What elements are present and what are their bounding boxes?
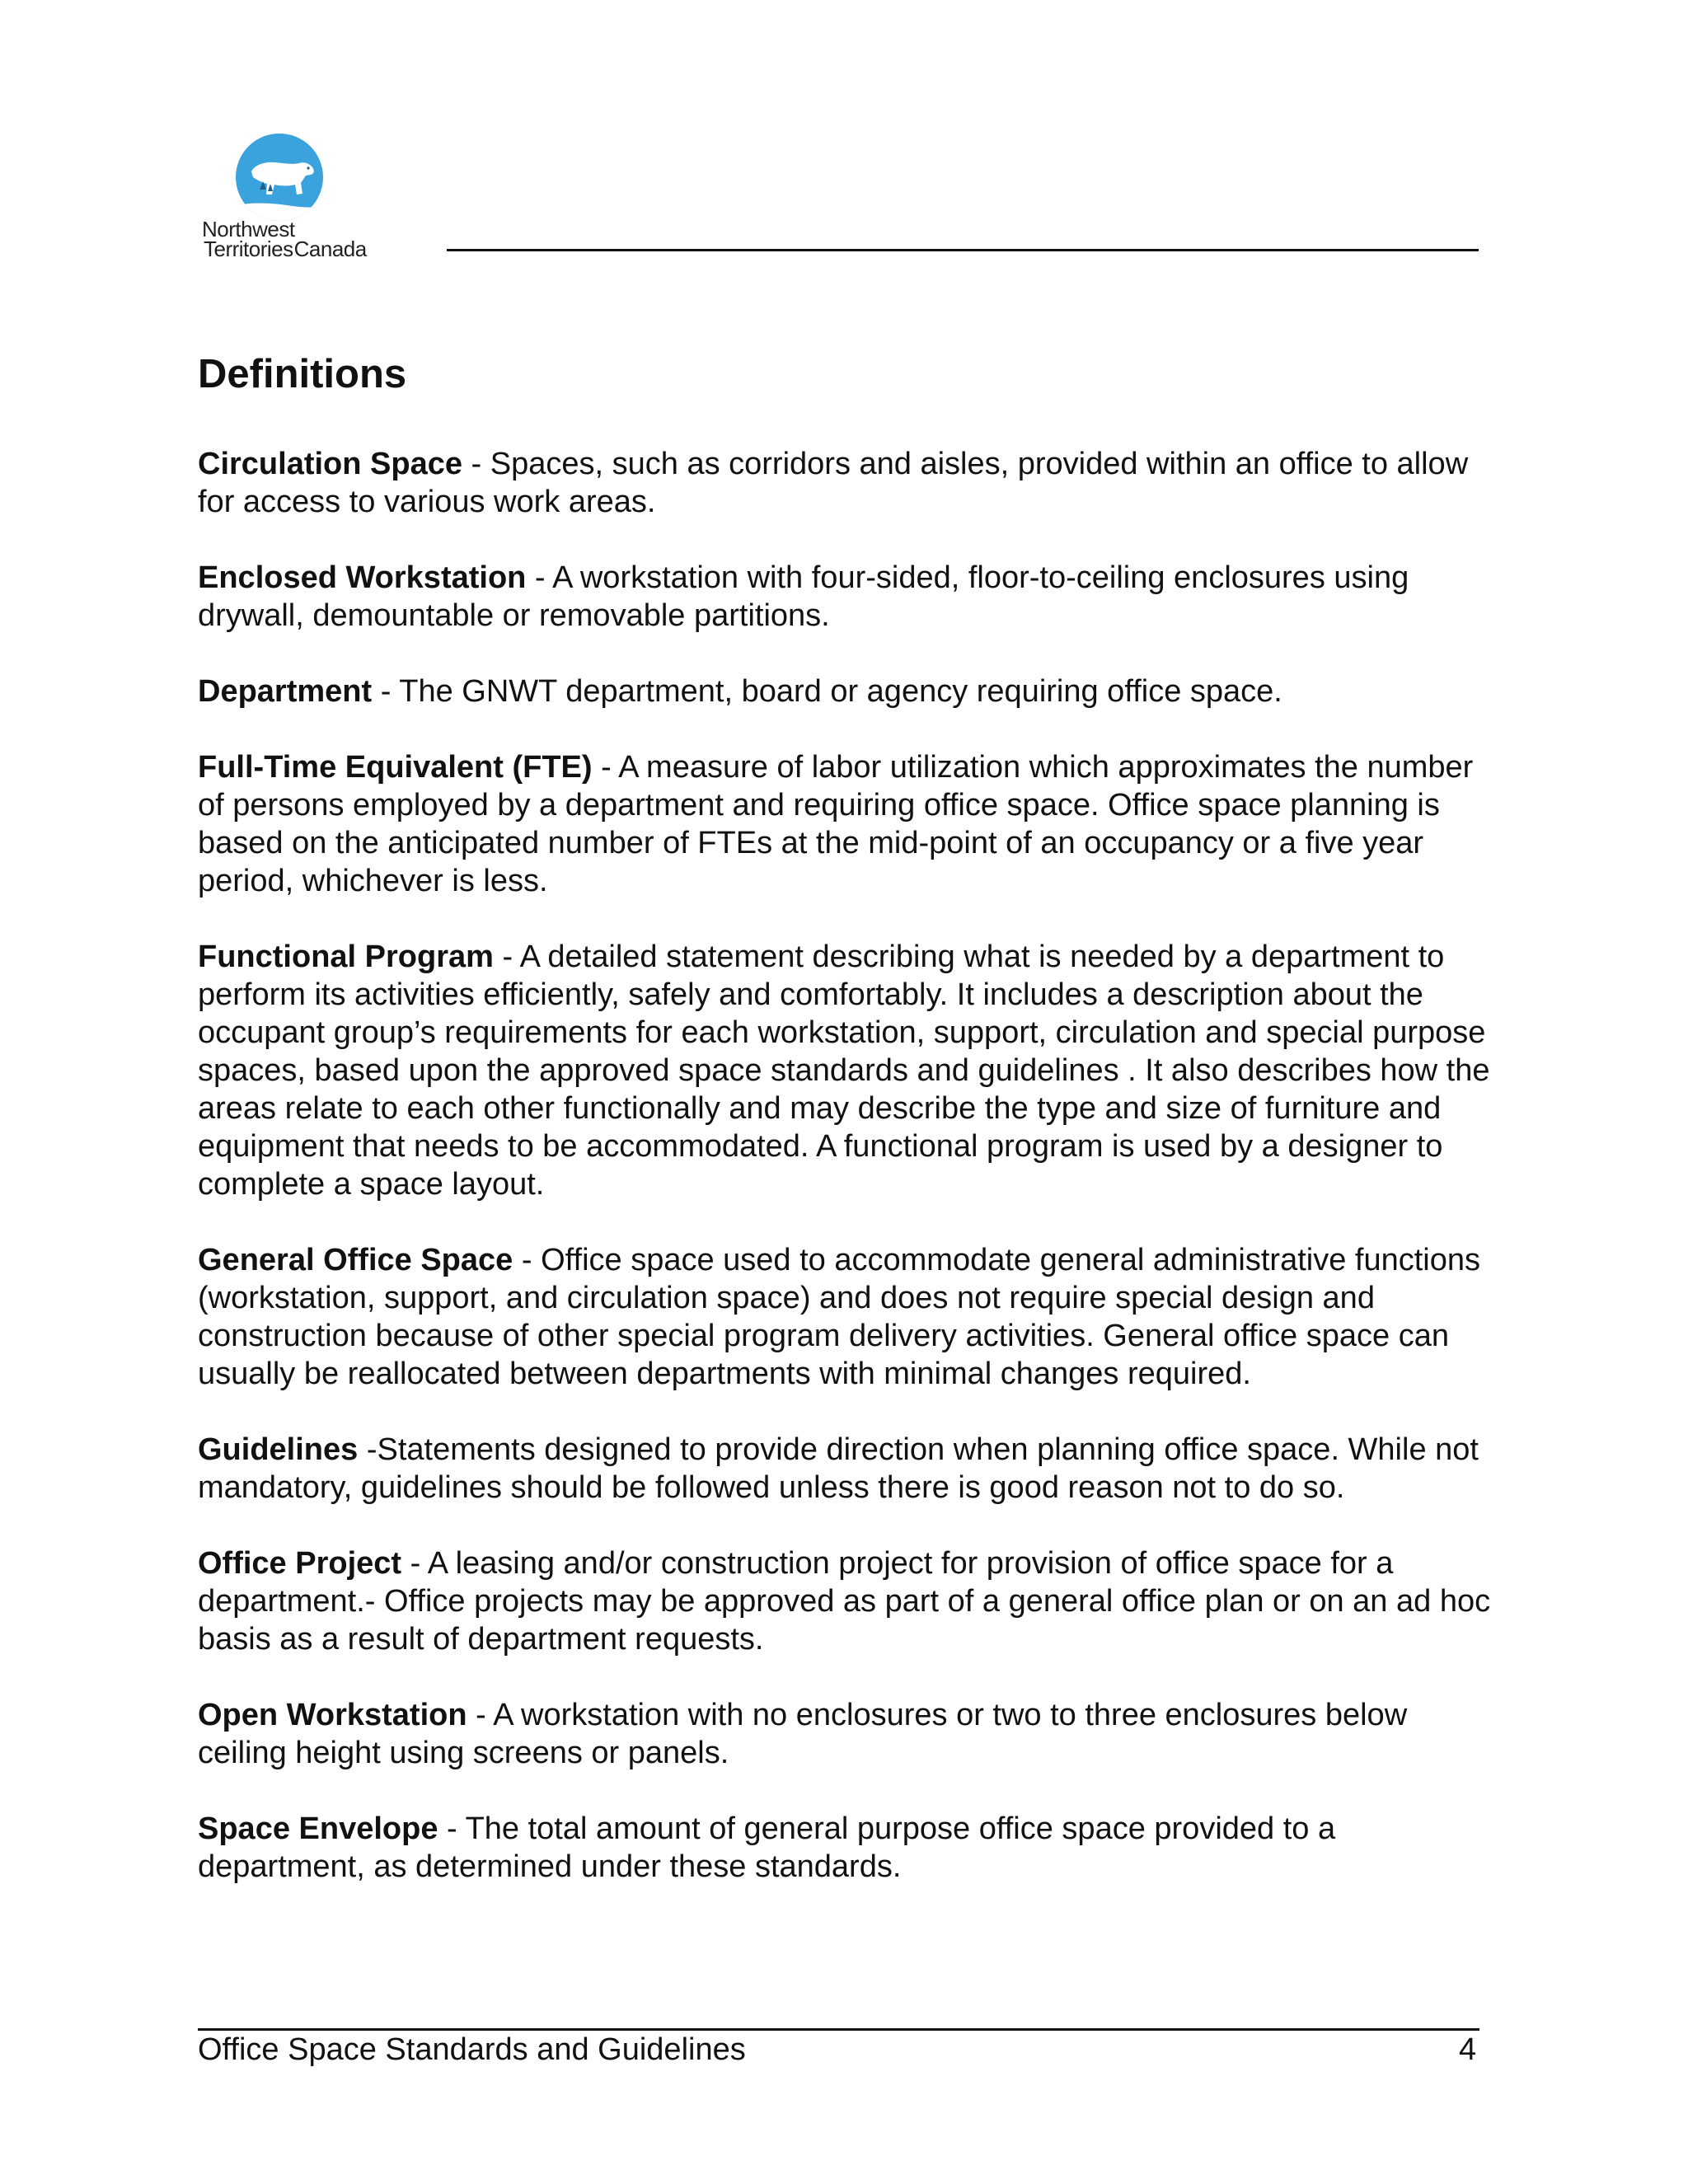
definition-item [198, 1431, 1492, 1507]
definition-item [198, 748, 1492, 900]
definition-item [198, 1696, 1492, 1772]
definition-term: Department [198, 674, 373, 709]
definition-text: A leasing and/or construction project for provision of office space for a department.- Office projects may be approved as part of a general office plan or on an ad hoc basis as a result of department requests. [198, 1546, 1491, 1657]
definition-item [198, 1241, 1492, 1393]
definition-text: Office space used to accommodate general administrative functions (workstation, support, and circulation space) and does not require special design and construction because of other special program delivery activities. General office space can usually be reallocated between departments with minimal changes required. [198, 1243, 1480, 1391]
definition-term: Circulation Space [198, 447, 462, 481]
definition-text: A workstation with no enclosures or two to three enclosures below ceiling height using screens or panels. [198, 1698, 1408, 1770]
definition-separator: - [493, 940, 520, 974]
definition-term: General Office Space [198, 1243, 513, 1277]
definition-term: Full-Time Equivalent (FTE) [198, 750, 593, 785]
definition-separator: - [467, 1698, 494, 1732]
definitions-list [198, 445, 1492, 1924]
page-title: Definitions [198, 352, 407, 396]
definition-text: A detailed statement describing what is needed by a department to perform its activities efficiently, safely and comfortably. It includes a description about the occupant group’s requirements for each workstation, support, circulation and special purpose spaces, based upon the approved space standards and guidelines . It also describes how the areas relate to each other functionally and may describe the type and size of furniture and equipment that needs to be accommodated. A functional program is used by a designer to complete a space layout. [198, 940, 1490, 1202]
definition-separator: - [462, 447, 490, 481]
polar-bear-logo-icon [227, 132, 332, 223]
logo-text-northwest: Northwest [202, 217, 295, 241]
definition-text: Spaces, such as corridors and aisles, provided within an office to allow for access to various work areas. [198, 447, 1469, 519]
definition-item [198, 673, 1492, 710]
definition-separator: - [358, 1432, 377, 1467]
definition-text: A measure of labor utilization which approximates the number of persons employed by a department and requiring office space. Office space planning is based on the anticipated number of FTEs at the mid-point of an occupancy or a five year period, whichever is less. [198, 750, 1474, 898]
nwt-logo [199, 132, 438, 260]
definition-separator: - [526, 560, 553, 595]
header-rule [447, 249, 1479, 251]
footer-document-title: Office Space Standards and Guidelines [198, 2032, 746, 2067]
footer-rule [198, 2028, 1479, 2031]
definition-separator: - [592, 750, 619, 785]
logo-text-territories: Territories [204, 237, 293, 261]
definition-item [198, 1810, 1492, 1886]
definition-text: The total amount of general purpose office space provided to a department, as determined under these standards. [198, 1811, 1336, 1884]
definition-item [198, 445, 1492, 521]
definition-term: Guidelines [198, 1432, 359, 1467]
logo-text-canada: Canada [293, 237, 367, 261]
definition-term: Functional Program [198, 940, 494, 974]
definition-text: The GNWT department, board or agency requiring office space. [399, 674, 1282, 709]
definition-item [198, 938, 1492, 1203]
definition-separator: - [401, 1546, 428, 1581]
definition-term: Enclosed Workstation [198, 560, 527, 595]
page-number: 4 [1459, 2032, 1477, 2067]
definition-separator: - [438, 1811, 466, 1846]
definition-term: Office Project [198, 1546, 402, 1581]
definition-term: Open Workstation [198, 1698, 467, 1732]
logo-text-territories-canada [202, 237, 367, 262]
definition-item [198, 1544, 1492, 1658]
definition-text: Statements designed to provide direction when planning office space. While not mandatory, guidelines should be followed unless there is good reason not to do so. [198, 1432, 1479, 1505]
definition-separator: - [372, 674, 400, 709]
definition-term: Space Envelope [198, 1811, 438, 1846]
definition-separator: - [513, 1243, 542, 1277]
definition-text: A workstation with four-sided, floor-to-ceiling enclosures using drywall, demountable or removable partitions. [198, 560, 1409, 633]
definition-item [198, 559, 1492, 635]
